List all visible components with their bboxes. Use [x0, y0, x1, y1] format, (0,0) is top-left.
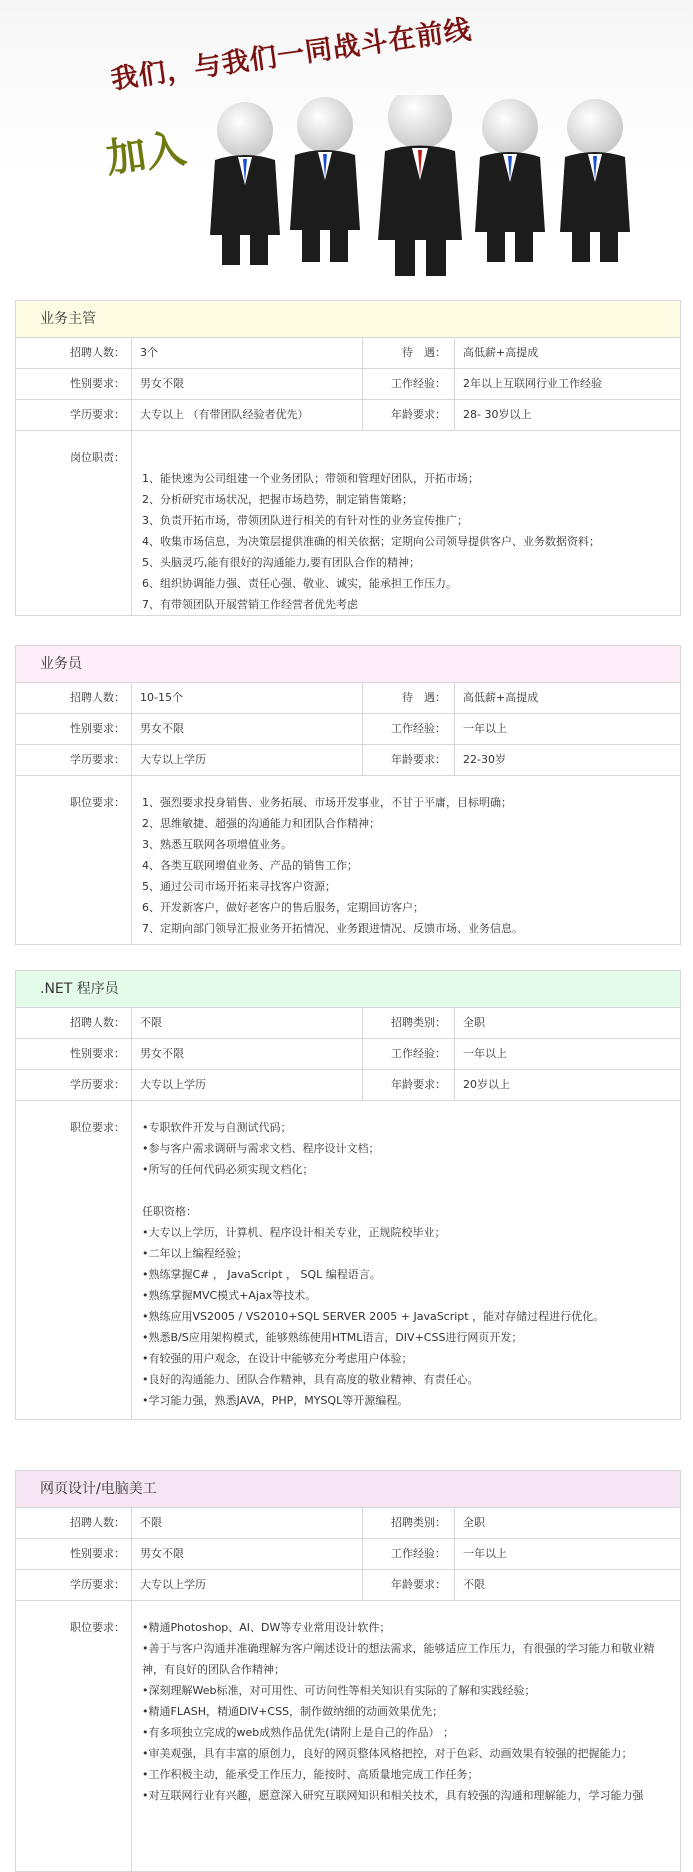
- description-line: •深刻理解Web标准，对可用性、可访问性等相关知识有实际的了解和实践经验；: [142, 1684, 536, 1697]
- field-label: 学历要求：: [16, 745, 132, 775]
- field-label: 性别要求：: [16, 714, 132, 744]
- field-value: 全职: [463, 1016, 485, 1029]
- person-2: [290, 97, 360, 262]
- description-body: [132, 431, 680, 615]
- description-line: •审美观强，具有丰富的原创力，良好的网页整体风格把控，对于色彩、动画效果有较强的把握能力；: [142, 1747, 633, 1760]
- description-line: •有多项独立完成的web成熟作品优先(请附上是自己的作品） ；: [142, 1726, 455, 1739]
- field-value: 3个: [132, 338, 363, 368]
- recruitment-banner: [0, 0, 693, 290]
- job-description: [16, 776, 680, 944]
- description-line: •工作积极主动，能承受工作压力，能按时、高质量地完成工作任务；: [142, 1768, 479, 1781]
- info-row: [16, 745, 680, 776]
- description-line: •参与客户需求调研与需求文档、程序设计文档；: [142, 1142, 380, 1155]
- description-line: [142, 1180, 670, 1201]
- description-line: 2、分析研究市场状况，把握市场趋势，制定销售策略；: [142, 493, 413, 506]
- description-line: •精通FLASH，精通DIV+CSS，制作做纳细的动画效果优先；: [142, 1705, 444, 1718]
- description-line: 5、头脑灵巧,能有很好的沟通能力,要有团队合作的精神；: [142, 556, 420, 569]
- field-value: 大专以上 （有带团队经验者优先）: [132, 400, 363, 430]
- field-label: 学历要求：: [16, 1070, 132, 1100]
- job-business-manager: [15, 300, 681, 616]
- info-row: [16, 369, 680, 400]
- description-line: 5、通过公司市场开拓来寻找客户资源；: [142, 880, 336, 893]
- job-description: [16, 1601, 680, 1871]
- info-row: [16, 1508, 680, 1539]
- job-title: 网页设计/电脑美工: [16, 1471, 680, 1508]
- description-line: •熟练应用VS2005 / VS2010+SQL SERVER 2005 + JavaScript ，能对存储过程进行优化。: [142, 1310, 605, 1323]
- field-label: 工作经验：: [363, 1539, 455, 1569]
- info-row: [16, 714, 680, 745]
- person-4: [475, 99, 545, 262]
- person-5: [560, 99, 630, 262]
- field-label: 年龄要求：: [363, 1070, 455, 1100]
- field-label: 年龄要求：: [363, 1570, 455, 1600]
- description-line: 任职资格：: [142, 1205, 197, 1218]
- description-line: 1、强烈要求投身销售、业务拓展、市场开发事业，不甘于平庸，目标明确；: [142, 796, 512, 809]
- description-line: •熟练掌握MVC模式+Ajax等技术。: [142, 1289, 317, 1302]
- description-label: 职位要求：: [16, 1101, 132, 1419]
- person-1: [210, 102, 280, 265]
- field-value: 全职: [463, 1516, 485, 1529]
- field-label: 招聘类别：: [363, 1508, 455, 1538]
- job-salesperson: [15, 645, 681, 945]
- field-label: 招聘人数：: [16, 1008, 132, 1038]
- field-value: 大专以上学历: [132, 1570, 363, 1600]
- field-value: 男女不限: [132, 1539, 363, 1569]
- field-value: 男女不限: [132, 369, 363, 399]
- job-description: [16, 1101, 680, 1419]
- field-value: 一年以上: [463, 1547, 507, 1560]
- field-label: 学历要求：: [16, 400, 132, 430]
- description-line: 6、组织协调能力强、责任心强、敬业、诚实，能承担工作压力。: [142, 577, 457, 590]
- job-title: 业务员: [16, 646, 680, 683]
- field-label: 年龄要求：: [363, 745, 455, 775]
- description-line: 7、定期向部门领导汇报业务开拓情况、业务跟进情况、反馈市场、业务信息。: [142, 922, 523, 935]
- field-value: 大专以上学历: [132, 745, 363, 775]
- field-value: 男女不限: [132, 1039, 363, 1069]
- field-value: 一年以上: [463, 722, 507, 735]
- job-web-designer: [15, 1470, 681, 1872]
- field-label: 待 遇：: [363, 683, 455, 713]
- field-label: 招聘人数：: [16, 1508, 132, 1538]
- description-label: 职位要求：: [16, 1601, 132, 1871]
- field-value: 22-30岁: [463, 753, 506, 766]
- business-people-illustration: [200, 95, 660, 280]
- field-label: 招聘人数：: [16, 683, 132, 713]
- field-value: 一年以上: [463, 1047, 507, 1060]
- info-row: [16, 1070, 680, 1101]
- field-value: 20岁以上: [463, 1078, 510, 1091]
- field-value: 28- 30岁以上: [463, 408, 532, 421]
- field-value: 不限: [132, 1008, 363, 1038]
- job-description: [16, 431, 680, 615]
- field-label: 待 遇：: [363, 338, 455, 368]
- field-value: 2年以上互联网行业工作经验: [463, 377, 602, 390]
- field-label: 性别要求：: [16, 1539, 132, 1569]
- description-line: 3、熟悉互联网各项增值业务。: [142, 838, 292, 851]
- field-label: 招聘人数：: [16, 338, 132, 368]
- description-label: 岗位职责：: [16, 431, 132, 615]
- field-label: 年龄要求：: [363, 400, 455, 430]
- description-line: •有较强的用户观念，在设计中能够充分考虑用户体验；: [142, 1352, 413, 1365]
- description-line: 4、收集市场信息，为决策层提供准确的相关依据；定期向公司领导提供客户、业务数据资料；: [142, 535, 600, 548]
- field-label: 性别要求：: [16, 1039, 132, 1069]
- description-line: •学习能力强，熟悉JAVA，PHP，MYSQL等开源编程。: [142, 1394, 409, 1407]
- description-line: •大专以上学历，计算机、程序设计相关专业，正规院校毕业；: [142, 1226, 446, 1239]
- info-row: [16, 1570, 680, 1601]
- field-value: 男女不限: [132, 714, 363, 744]
- field-label: 工作经验：: [363, 1039, 455, 1069]
- description-line: •专职软件开发与自测试代码；: [142, 1121, 292, 1134]
- description-line: 2、思维敏捷、超强的沟通能力和团队合作精神；: [142, 817, 380, 830]
- field-value: 高低薪+高提成: [463, 346, 539, 359]
- description-line: 1、能快速为公司组建一个业务团队；带领和管理好团队，开拓市场；: [142, 472, 479, 485]
- field-label: 工作经验：: [363, 369, 455, 399]
- banner-join-text: 加入: [103, 125, 189, 183]
- info-row: [16, 1539, 680, 1570]
- description-line: [142, 447, 670, 468]
- description-line: •对互联网行业有兴趣，愿意深入研究互联网知识和相关技术，具有较强的沟通和理解能力，学习能力强: [142, 1789, 644, 1802]
- field-label: 工作经验：: [363, 714, 455, 744]
- description-body: [132, 776, 680, 944]
- description-body: [132, 1101, 680, 1419]
- info-row: [16, 683, 680, 714]
- field-value: 不限: [132, 1508, 363, 1538]
- job-dotnet-programmer: [15, 970, 681, 1420]
- description-line: •善于与客户沟通并准确理解为客户阐述设计的想法需求，能够适应工作压力，有很强的学习能力和敬业精神，有良好的团队合作精神；: [142, 1642, 655, 1676]
- description-label: 职位要求：: [16, 776, 132, 944]
- description-line: 4、各类互联网增值业务、产品的销售工作；: [142, 859, 358, 872]
- description-line: •精通Photoshop、AI、DW等专业常用设计软件；: [142, 1621, 391, 1634]
- info-row: [16, 1039, 680, 1070]
- job-title: .NET 程序员: [16, 971, 680, 1008]
- info-row: [16, 1008, 680, 1039]
- field-value: 高低薪+高提成: [463, 691, 539, 704]
- description-line: •所写的任何代码必须实现文档化；: [142, 1163, 314, 1176]
- job-title: 业务主管: [16, 301, 680, 338]
- info-row: [16, 400, 680, 431]
- description-body: [132, 1601, 680, 1871]
- person-3: [378, 95, 462, 276]
- field-value: 10-15个: [132, 683, 363, 713]
- description-line: 3、负责开拓市场，带领团队进行相关的有针对性的业务宣传推广；: [142, 514, 468, 527]
- description-line: •熟练掌握C# ， JavaScript ， SQL 编程语言。: [142, 1268, 381, 1281]
- description-line: 7、有带领团队开展营销工作经营者优先考虑: [142, 598, 358, 611]
- field-label: 学历要求：: [16, 1570, 132, 1600]
- field-value: 大专以上学历: [132, 1070, 363, 1100]
- field-value: 不限: [463, 1578, 485, 1591]
- description-line: •熟悉B/S应用架构模式，能够熟练使用HTML语言，DIV+CSS进行网页开发；: [142, 1331, 523, 1344]
- description-line: •二年以上编程经验；: [142, 1247, 248, 1260]
- field-label: 性别要求：: [16, 369, 132, 399]
- description-line: •良好的沟通能力、团队合作精神，具有高度的敬业精神、有责任心。: [142, 1373, 479, 1386]
- info-row: [16, 338, 680, 369]
- banner-title: 我们，与我们一同战斗在前线: [108, 14, 474, 96]
- field-label: 招聘类别：: [363, 1008, 455, 1038]
- description-line: 6、开发新客户，做好老客户的售后服务，定期回访客户；: [142, 901, 424, 914]
